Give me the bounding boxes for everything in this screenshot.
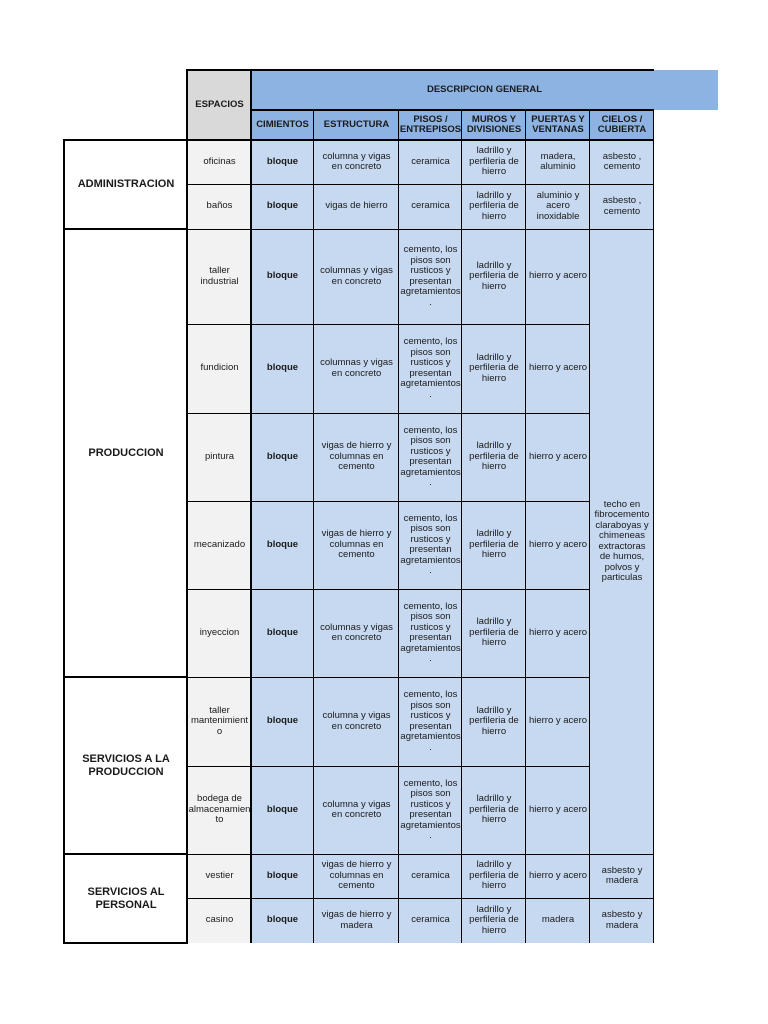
table-cell-pisos: ceramica bbox=[399, 140, 462, 184]
grid-line bbox=[188, 184, 654, 185]
table-cell-pisos: cemento, los pisos son rusticos y presentan agretamientos . bbox=[399, 589, 462, 677]
table-cell-pisos: cemento, los pisos son rusticos y presentan agretamientos . bbox=[399, 501, 462, 589]
table-cell-puertas: madera bbox=[526, 898, 590, 943]
table-row-space: inyeccion bbox=[188, 589, 251, 677]
table-cell-cielos: asbesto y madera bbox=[590, 854, 654, 898]
header-cimientos: CIMIENTOS bbox=[251, 110, 314, 140]
table-cell-muros: ladrillo y perfileria de hierro bbox=[462, 184, 526, 229]
table-cell-cimientos: bloque bbox=[251, 589, 314, 677]
grid-line bbox=[63, 139, 65, 944]
grid-line bbox=[188, 229, 654, 230]
grid-line bbox=[63, 676, 188, 678]
table-cell-estructura: columna y vigas en concreto bbox=[314, 677, 399, 766]
table-row-space: bodega de almacenamien to bbox=[188, 766, 251, 854]
table-cell-muros: ladrillo y perfileria de hierro bbox=[462, 898, 526, 943]
grid-line bbox=[251, 109, 654, 111]
table-cell-puertas: hierro y acero bbox=[526, 589, 590, 677]
table-cell-puertas: hierro y acero bbox=[526, 766, 590, 854]
header-estructura: ESTRUCTURA bbox=[314, 110, 399, 140]
table-cell-estructura: vigas de hierro y madera bbox=[314, 898, 399, 943]
table-cell-muros: ladrillo y perfileria de hierro bbox=[462, 324, 526, 413]
category-produccion: PRODUCCION bbox=[64, 229, 188, 677]
table-cell-pisos: cemento, los pisos son rusticos y presentan agretamientos . bbox=[399, 413, 462, 501]
grid-line bbox=[589, 110, 590, 943]
table-cell-cielos: asbesto y madera bbox=[590, 898, 654, 943]
header-espacios: ESPACIOS bbox=[188, 70, 251, 140]
grid-line bbox=[63, 139, 188, 141]
table-cell-puertas: hierro y acero bbox=[526, 854, 590, 898]
table-cell-estructura: vigas de hierro y columnas en cemento bbox=[314, 854, 399, 898]
category-servicios-produccion: SERVICIOS A LA PRODUCCION bbox=[64, 677, 188, 854]
table-cell-estructura: columnas y vigas en concreto bbox=[314, 589, 399, 677]
grid-line bbox=[250, 69, 252, 943]
table-cell-puertas: hierro y acero bbox=[526, 677, 590, 766]
grid-line bbox=[188, 677, 590, 678]
table-cell-pisos: ceramica bbox=[399, 184, 462, 229]
table-cell-cimientos: bloque bbox=[251, 184, 314, 229]
table-cell-muros: ladrillo y perfileria de hierro bbox=[462, 766, 526, 854]
table-cell-pisos: cemento, los pisos son rusticos y presentan agretamientos . bbox=[399, 677, 462, 766]
grid-line bbox=[188, 898, 654, 899]
table-cell-muros: ladrillo y perfileria de hierro bbox=[462, 677, 526, 766]
table-row-space: mecanizado bbox=[188, 501, 251, 589]
grid-line bbox=[398, 110, 399, 943]
grid-line bbox=[188, 501, 590, 502]
grid-line bbox=[461, 110, 462, 943]
table-row-space: oficinas bbox=[188, 140, 251, 184]
table-cell-estructura: vigas de hierro bbox=[314, 184, 399, 229]
header-pisos: PISOS / ENTREPISOS bbox=[399, 110, 462, 140]
table-cell-cielos: asbesto , cemento bbox=[590, 184, 654, 229]
table-cell-estructura: columnas y vigas en concreto bbox=[314, 324, 399, 413]
table-cell-estructura: vigas de hierro y columnas en cemento bbox=[314, 501, 399, 589]
table-cell-muros: ladrillo y perfileria de hierro bbox=[462, 140, 526, 184]
grid-line bbox=[188, 324, 590, 325]
grid-line bbox=[188, 766, 590, 767]
table-cell-cimientos: bloque bbox=[251, 766, 314, 854]
grid-line bbox=[313, 110, 314, 943]
table-row-space: vestier bbox=[188, 854, 251, 898]
table-cell-puertas: hierro y acero bbox=[526, 501, 590, 589]
table-cell-cimientos: bloque bbox=[251, 324, 314, 413]
grid-line bbox=[63, 853, 188, 855]
table-cell-puertas: aluminio y acero inoxidable bbox=[526, 184, 590, 229]
table-row-space: fundicion bbox=[188, 324, 251, 413]
category-administracion: ADMINISTRACION bbox=[64, 140, 188, 229]
table-row-space: taller industrial bbox=[188, 229, 251, 324]
grid-line bbox=[188, 589, 590, 590]
table-cell-muros: ladrillo y perfileria de hierro bbox=[462, 229, 526, 324]
grid-line bbox=[186, 69, 188, 944]
table-cell-estructura: columnas y vigas en concreto bbox=[314, 229, 399, 324]
table-cell-pisos: cemento, los pisos son rusticos y presentan agretamientos . bbox=[399, 229, 462, 324]
grid-line bbox=[187, 69, 654, 71]
table-cell-puertas: hierro y acero bbox=[526, 324, 590, 413]
header-descripcion-general: DESCRIPCION GENERAL bbox=[251, 70, 718, 110]
table-cell-estructura: columna y vigas en concreto bbox=[314, 766, 399, 854]
table-cell-cielos: asbesto , cemento bbox=[590, 140, 654, 184]
category-servicios-personal: SERVICIOS AL PERSONAL bbox=[64, 854, 188, 943]
grid-line bbox=[187, 139, 654, 141]
header-muros: MUROS Y DIVISIONES bbox=[462, 110, 526, 140]
table-cell-cimientos: bloque bbox=[251, 854, 314, 898]
table-cell-cimientos: bloque bbox=[251, 229, 314, 324]
table-cell-estructura: columna y vigas en concreto bbox=[314, 140, 399, 184]
table-cell-muros: ladrillo y perfileria de hierro bbox=[462, 501, 526, 589]
table-cell-cimientos: bloque bbox=[251, 413, 314, 501]
table-row-space: baños bbox=[188, 184, 251, 229]
grid-line bbox=[188, 413, 590, 414]
table-cell-cimientos: bloque bbox=[251, 898, 314, 943]
table-cell-pisos: ceramica bbox=[399, 898, 462, 943]
table-row-space: taller mantenimient o bbox=[188, 677, 251, 766]
grid-line bbox=[63, 942, 188, 944]
table-cell-pisos: ceramica bbox=[399, 854, 462, 898]
grid-line bbox=[188, 854, 654, 855]
table-row-space: casino bbox=[188, 898, 251, 943]
table-cell-muros: ladrillo y perfileria de hierro bbox=[462, 413, 526, 501]
grid-line bbox=[525, 110, 526, 943]
table-cell-cielos-merged: techo en fibrocemento claraboyas y chimeneas extractoras de humos, polvos y particulas bbox=[590, 229, 654, 854]
header-cielos: CIELOS / CUBIERTA bbox=[590, 110, 654, 140]
table-cell-puertas: hierro y acero bbox=[526, 413, 590, 501]
grid-line bbox=[653, 110, 654, 943]
table-cell-puertas: madera, aluminio bbox=[526, 140, 590, 184]
table-cell-muros: ladrillo y perfileria de hierro bbox=[462, 589, 526, 677]
table-cell-cimientos: bloque bbox=[251, 677, 314, 766]
header-puertas: PUERTAS Y VENTANAS bbox=[526, 110, 590, 140]
table-cell-estructura: vigas de hierro y columnas en cemento bbox=[314, 413, 399, 501]
table-cell-pisos: cemento, los pisos son rusticos y presentan agretamientos . bbox=[399, 766, 462, 854]
table-cell-pisos: cemento, los pisos son rusticos y presentan agretamientos . bbox=[399, 324, 462, 413]
table-cell-puertas: hierro y acero bbox=[526, 229, 590, 324]
table-cell-cimientos: bloque bbox=[251, 501, 314, 589]
grid-line bbox=[63, 228, 188, 230]
table-cell-muros: ladrillo y perfileria de hierro bbox=[462, 854, 526, 898]
table-cell-cimientos: bloque bbox=[251, 140, 314, 184]
table-row-space: pintura bbox=[188, 413, 251, 501]
